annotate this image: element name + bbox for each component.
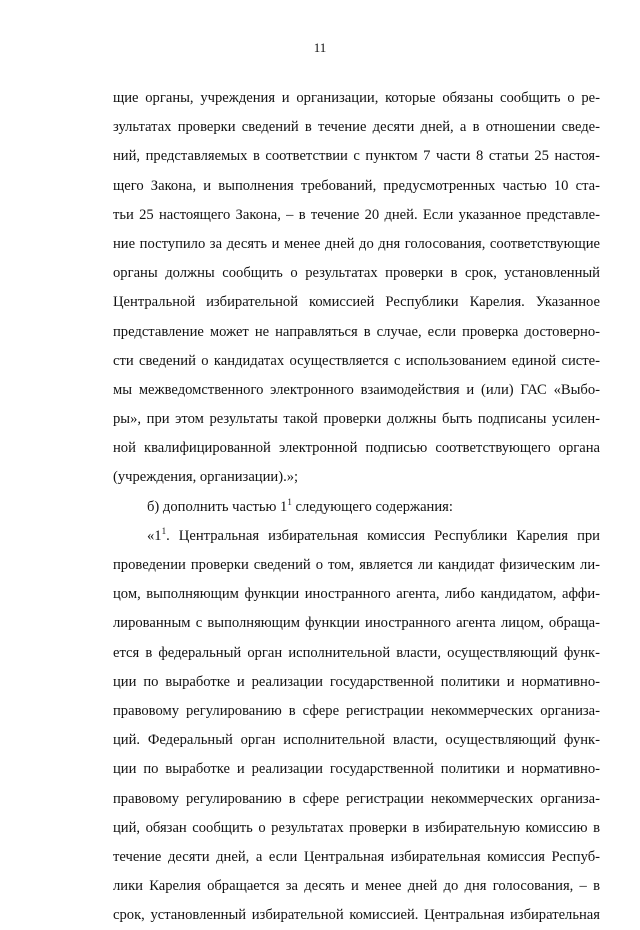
- text-line: проведении проверки сведений о том, является ли кандидат физическим ли-: [113, 557, 600, 573]
- text-line: представление может не направляться в случае, если проверка достоверно-: [113, 323, 600, 340]
- text-line: цом, выполняющим функции иностранного агента, либо кандидатом, аффи-: [113, 586, 600, 603]
- text-fragment: . Центральная избирательная комиссия Республики Карелия при: [166, 527, 600, 544]
- text-line: ной квалифицированной электронной подписью соответствующего органа: [113, 440, 600, 457]
- superscript: 1: [161, 525, 167, 536]
- text-line: мы межведомственного электронного взаимодействия и (или) ГАС «Выбо-: [113, 381, 600, 398]
- text-line: Центральной избирательной комиссией Республики Карелия. Указанное: [113, 294, 600, 311]
- body-text: [113, 84, 600, 930]
- text-line: зультатах проверки сведений в течение десяти дней, а в отношении сведе-: [113, 119, 600, 136]
- text-line: органы должны сообщить о результатах проверки в срок, установленный: [113, 265, 600, 282]
- text-line: срок, установленный избирательной комиссией. Центральная избирательная: [113, 907, 600, 924]
- page-number: 11: [313, 40, 327, 55]
- text-line: ний, представляемых в соответствии с пунктом 7 части 8 статьи 25 настоя-: [113, 148, 600, 165]
- text-line: лированным с выполняющим функции иностранного агента лицом, обраща-: [113, 615, 600, 632]
- text-line: сти сведений о кандидатах осуществляется с использованием единой систе-: [113, 352, 600, 369]
- text-fragment: следующего содержания:: [291, 498, 453, 515]
- text-line: правовому регулированию в сфере регистрации некоммерческих организа-: [113, 702, 600, 719]
- text-line: правовому регулированию в сфере регистрации некоммерческих организа-: [113, 790, 600, 807]
- text-line: ции по выработке и реализации государственной политики и нормативно-: [113, 673, 600, 690]
- text-line: (учреждения, организации).»;: [113, 469, 299, 486]
- text-fragment: б) дополнить частью 1: [147, 498, 288, 515]
- text-line: ции по выработке и реализации государственной политики и нормативно-: [113, 761, 600, 778]
- superscript: 1: [287, 496, 292, 507]
- text-line: ры», при этом результаты такой проверки должны быть подписаны усилен-: [113, 411, 600, 428]
- paragraph-b-line: [113, 493, 600, 522]
- text-fragment: «1: [147, 527, 162, 544]
- text-line: ций. Федеральный орган исполнительной власти, осуществляющий функ-: [113, 732, 600, 749]
- text-line: тьи 25 настоящего Закона, – в течение 20 дней. Если указанное представле-: [113, 206, 600, 223]
- text-line: ется в федеральный орган исполнительной власти, осуществляющий функ-: [113, 644, 600, 661]
- text-line: лики Карелия обращается за десять и менее дней до дня голосования, – в: [113, 878, 600, 895]
- text-line: ций, обязан сообщить о результатах проверки в избирательную комиссию в: [113, 819, 600, 836]
- text-line: ние поступило за десять и менее дней до дня голосования, соответствующие: [113, 235, 600, 252]
- text-line: течение десяти дней, а если Центральная избирательная комиссия Респуб-: [113, 848, 600, 865]
- text-line: щие органы, учреждения и организации, которые обязаны сообщить о ре-: [113, 90, 600, 106]
- text-line: щего Закона, и выполнения требований, предусмотренных частью 10 ста-: [113, 177, 600, 194]
- paragraph-1-1-line: [113, 522, 600, 551]
